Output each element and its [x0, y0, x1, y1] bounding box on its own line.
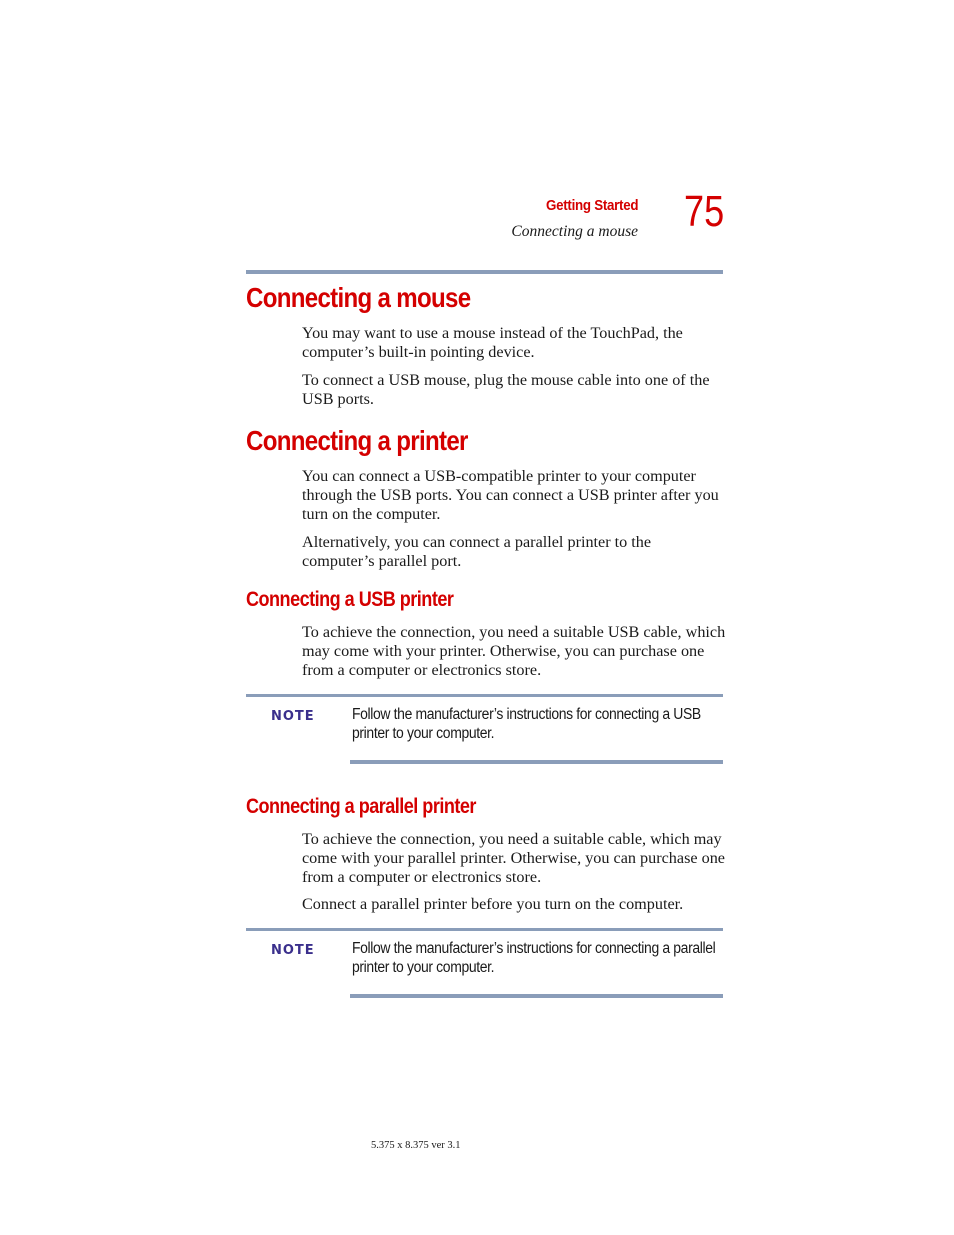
heading-connecting-usb-printer: Connecting a USB printer	[246, 588, 454, 611]
heading-connecting-parallel-printer: Connecting a parallel printer	[246, 795, 476, 818]
heading-connecting-printer: Connecting a printer	[246, 425, 468, 456]
note-text: Follow the manufacturer’s instructions for connecting a parallel printer to your computer.	[352, 940, 716, 976]
printer-paragraph-2: Alternatively, you can connect a parallel printer to the computer’s parallel port.	[302, 533, 652, 570]
note-rule-top	[246, 694, 723, 697]
mouse-paragraph-2: To connect a USB mouse, plug the mouse cable into one of the USB ports.	[302, 371, 710, 408]
note-rule-bottom	[350, 994, 723, 998]
parallel-printer-paragraph-1: To achieve the connection, you need a suitable cable, which may come with your parallel printer. Otherwise, you can purchase one from a computer or electronics store.	[302, 830, 725, 886]
note-label: NOTE	[271, 709, 315, 724]
page-number: 75	[684, 187, 725, 236]
running-header-subtitle: Connecting a mouse	[511, 223, 638, 240]
header-rule	[246, 270, 723, 274]
parallel-printer-paragraph-2: Connect a parallel printer before you turn on the computer.	[302, 895, 684, 913]
mouse-paragraph-1: You may want to use a mouse instead of the TouchPad, the computer’s built-in pointing device.	[302, 324, 683, 361]
printer-paragraph-1: You can connect a USB-compatible printer to your computer through the USB ports. You can connect a USB printer after you turn on the computer.	[302, 467, 719, 523]
note-rule-bottom	[350, 760, 723, 764]
note-label: NOTE	[271, 943, 315, 958]
footer-version: 5.375 x 8.375 ver 3.1	[371, 1140, 461, 1151]
heading-connecting-mouse: Connecting a mouse	[246, 282, 471, 313]
note-rule-top	[246, 928, 723, 931]
running-header-section: Getting Started	[545, 198, 638, 214]
note-text: Follow the manufacturer’s instructions for connecting a USB printer to your computer.	[352, 706, 701, 742]
usb-printer-paragraph-1: To achieve the connection, you need a suitable USB cable, which may come with your printer. Otherwise, you can purchase one from a computer or electronics store.	[302, 623, 726, 679]
